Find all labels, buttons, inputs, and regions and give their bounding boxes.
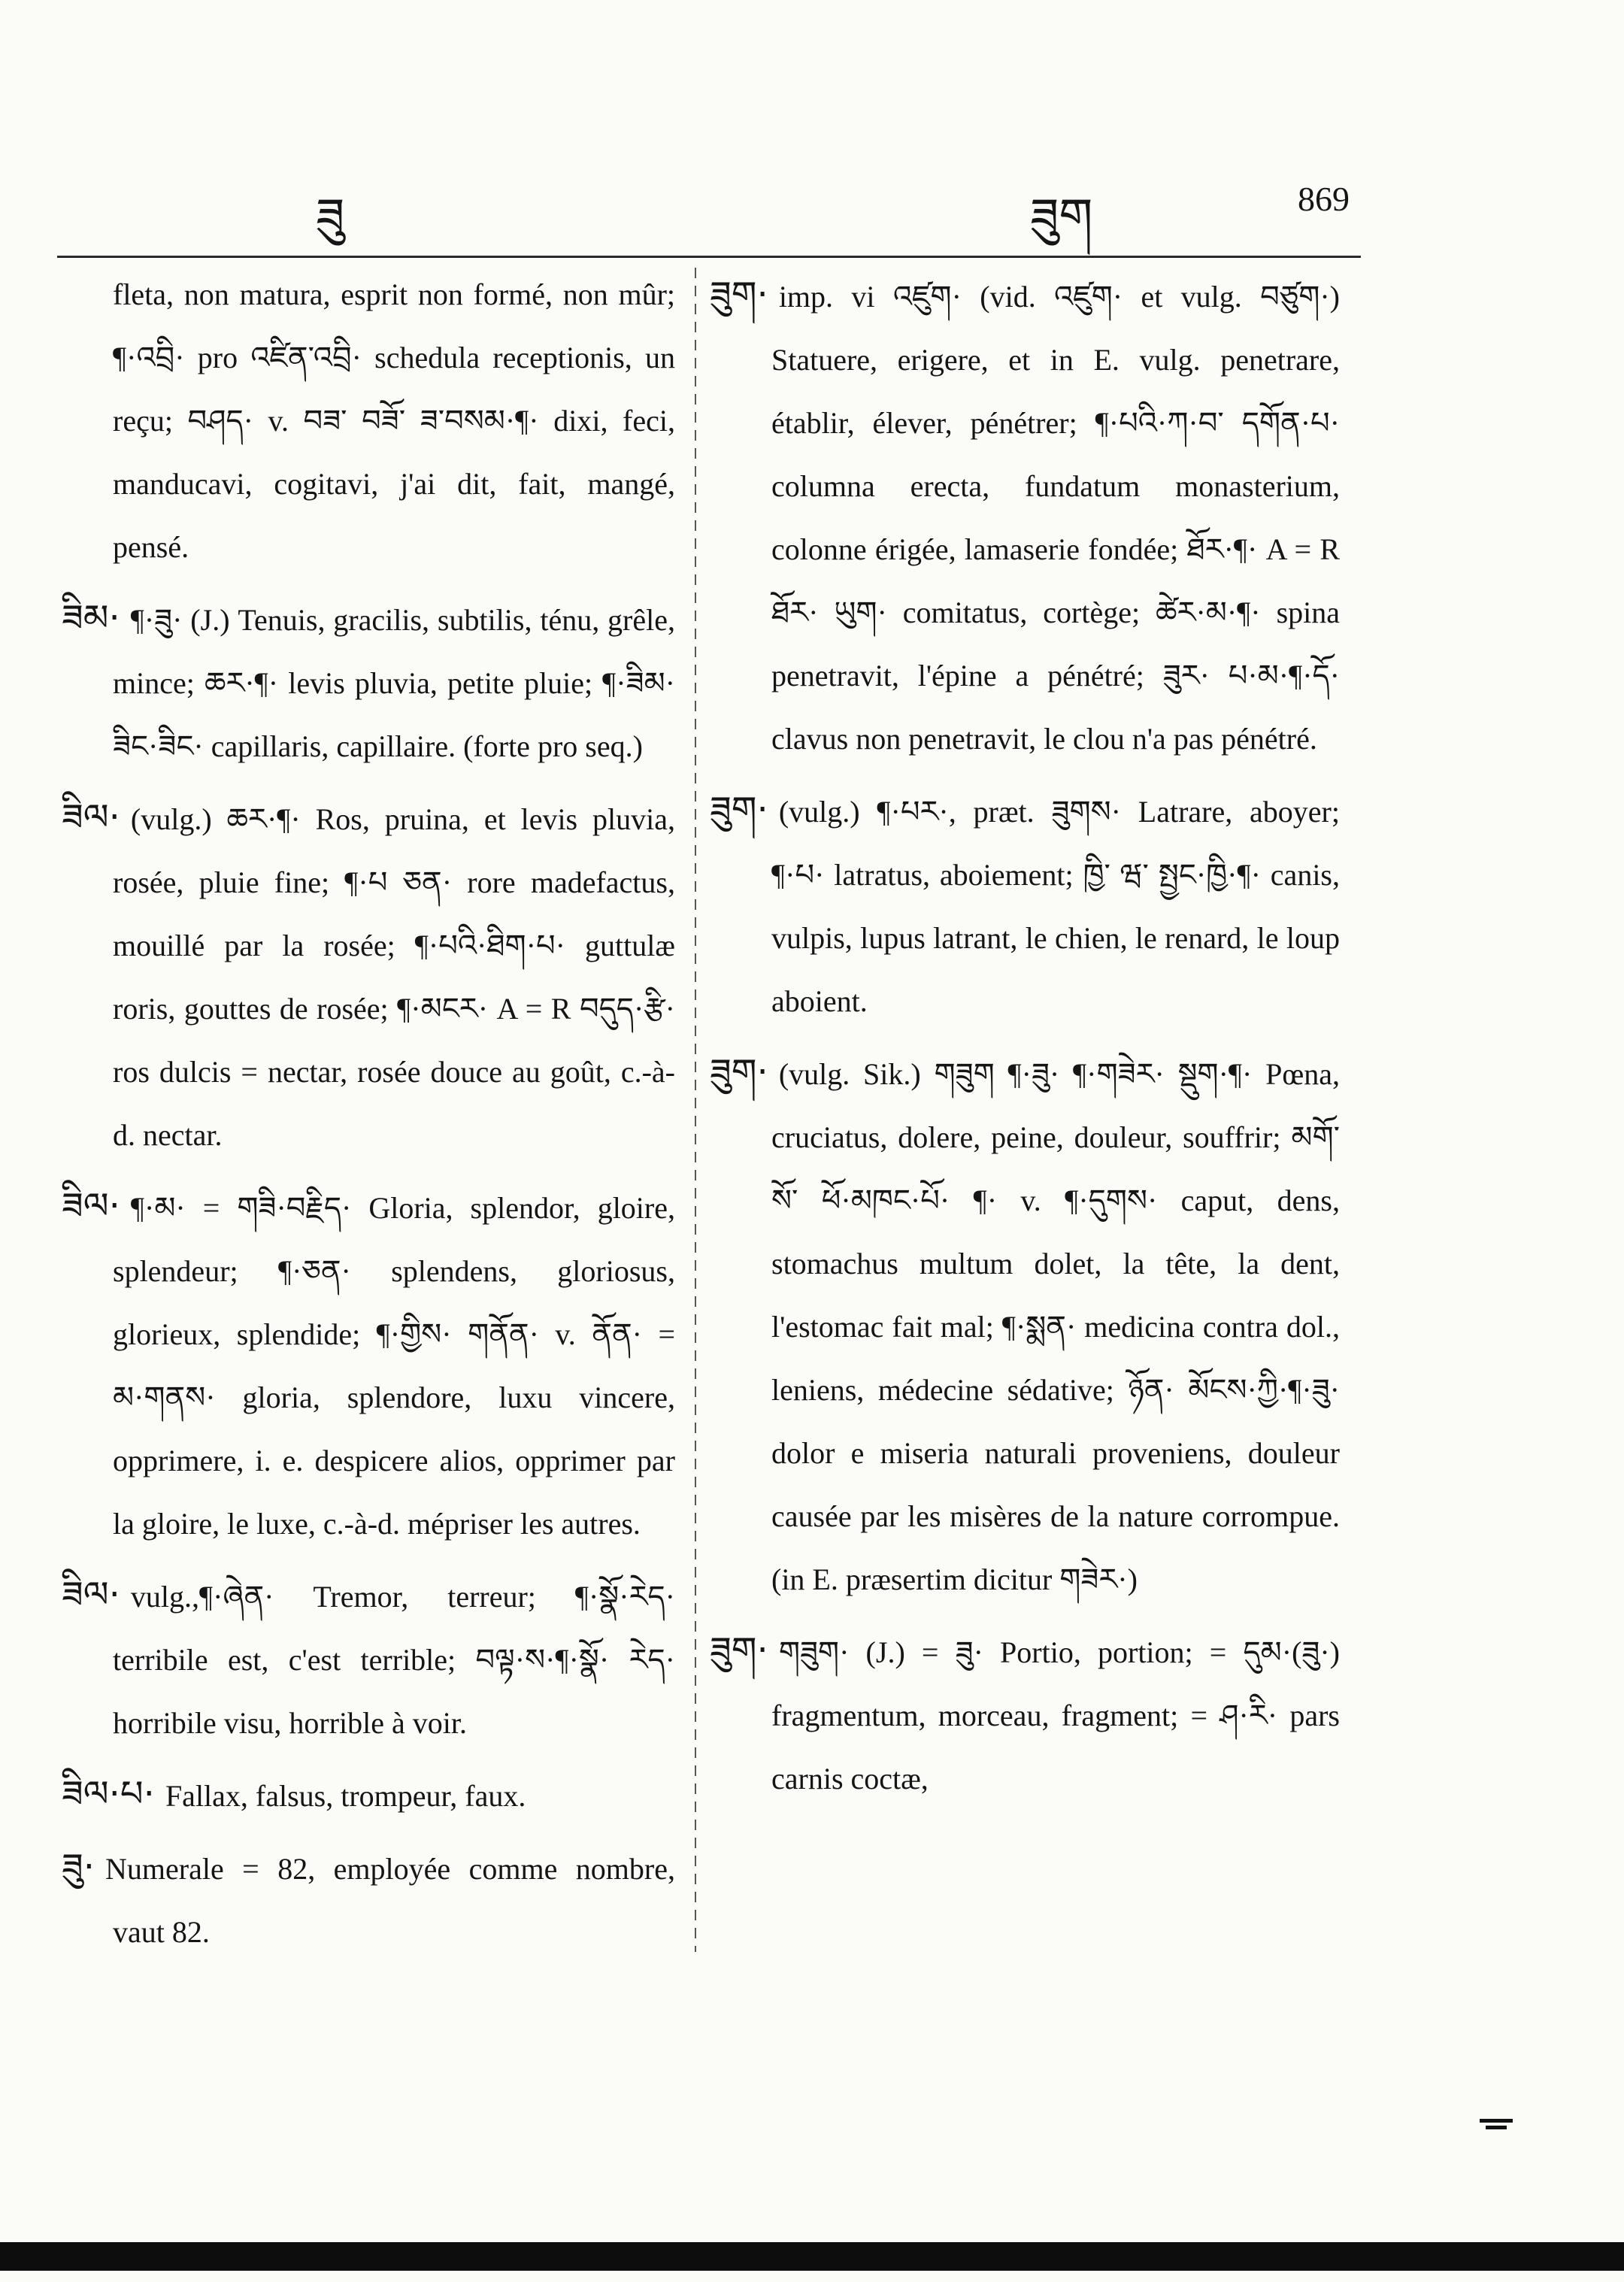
entry-text: ¶·ཟུ· (J.) Tenuis, gracilis, subtilis, ténu, grêle, mince; ཆར·¶· levis pluvia, petite pluie; ¶·ཟིམ· ཟིང·ཟིང· capillaris, capillaire. (forte pro seq.): [113, 603, 675, 763]
entry-text: (vulg. Sik.) གཟུག ¶·ཟུ· ¶·གཟེར· སྡུག·¶· Pœna, cruciatus, dolere, peine, douleur, souffrir; མགོ་ སོ་ ཕོ·མཁང·པོ· ¶· v. ¶·དུགས· caput, dens, stomachus multum dolet, la tête, la dent, l'estomac fait mal; ¶·སྨན· medicina contra dol., leniens, médecine sédative; ཉོན· མོངས·ཀྱི·¶·ཟུ· dolor e miseria naturali proveniens, douleur causée par les misères de la nature corrompue. (in E. præsertim dicitur གཟེར·): [771, 1057, 1340, 1596]
page-number: 869: [1298, 180, 1350, 218]
dictionary-entry: [710, 1041, 1340, 1611]
header-rule: [57, 256, 1361, 258]
printer-mark: [1480, 2119, 1513, 2131]
entry-text: fleta, non matura, esprit non formé, non mûr; ¶·འབྲི· pro འཛིན་འབྲི· schedula receptionis, un reçu; བཤད· v. བཟ་ བཟོ་ ཟ་བསམ·¶· dixi, feci, manducavi, cogitavi, j'ai dit, fait, mangé, pensé.: [113, 277, 675, 564]
scan-border: [0, 2242, 1624, 2271]
entry-text: གཟུག· (J.) = ཟུ· Portio, portion; = དུམ·(ཟུ·) fragmentum, morceau, fragment; = ཤ·རི· pars carnis coctæ,: [771, 1635, 1340, 1796]
entry-headword: ཟུ·: [62, 1846, 95, 1888]
entry-headword: ཟུག·: [710, 1629, 768, 1671]
entry-headword: ཟིལ·: [62, 1185, 120, 1227]
dictionary-entry: [51, 786, 675, 1167]
entry-text: (vulg.) ¶·པར·, præt. ཟུགས· Latrare, aboyer; ¶·པ· latratus, aboiement; ཁྱི་ ཝ་ སྤྱང·ཁྱི·¶· canis, vulpis, lupus latrant, le chien, le renard, le loup aboient.: [771, 795, 1340, 1018]
dictionary-entry: [51, 586, 675, 778]
entry-text: vulg.,¶·ཞེན· Tremor, terreur; ¶·སྣོ·རེད· terribile est, c'est terrible; བལྟ·ས·¶·སྣོ· རེད· horribile visu, horrible à voir.: [113, 1580, 675, 1740]
dictionary-entry: [51, 1563, 675, 1755]
entry-text: ¶·མ· = གཟི·བརྗིད· Gloria, splendor, gloire, splendeur; ¶·ཅན· splendens, gloriosus, glorieux, splendide; ¶·གྱིས· གནོན· v. ནོན· = མ·གནས· gloria, splendore, luxu vincere, opprimere, i. e. despicere alios, opprimer par la gloire, le luxe, c.-à-d. mépriser les autres.: [113, 1191, 675, 1541]
entry-text: imp. vi འཛུག· (vid. འཛུག· et vulg. བཙུག·) Statuere, erigere, et in E. vulg. penetrare, établir, élever, pénétrer; ¶·པའི·ཀ·བ་ དགོན·པ· columna erecta, fundatum monasterium, colonne érigée, lamaserie fondée; ཐོར·¶· A = R ཐོར· ཡུག· comitatus, cortège; ཚེར·མ·¶· spina penetravit, l'épine a pénétré; ཟུར· པ·མ·¶·དོ· clavus non penetravit, le clou n'a pas pénétré.: [771, 280, 1340, 756]
left-column: [51, 263, 675, 1964]
dictionary-entry: [710, 1619, 1340, 1811]
dictionary-entry: [51, 1762, 675, 1828]
entry-headword: ཟུག·: [710, 789, 768, 831]
page-header: [0, 162, 1624, 243]
left-headword: ཟུ: [316, 189, 345, 243]
entry-text: Fallax, falsus, trompeur, faux.: [165, 1779, 526, 1813]
dictionary-entry: [51, 1174, 675, 1556]
entry-text: Numerale = 82, employée comme nombre, vaut 82.: [105, 1852, 675, 1949]
right-column: [710, 263, 1340, 1811]
entry-headword: ཟིལ·པ·: [62, 1773, 155, 1815]
dictionary-entry: [710, 778, 1340, 1033]
dictionary-entry: [51, 263, 675, 579]
entry-headword: ཟུག·: [710, 1051, 768, 1093]
entry-headword: ཟིལ·: [62, 796, 120, 838]
entry-headword: ཟིལ·: [62, 1574, 120, 1616]
dictionary-entry: [51, 1835, 675, 1964]
entry-headword: ཟུག·: [710, 274, 768, 316]
center-headword: ཟུག: [1030, 189, 1093, 243]
entry-headword: ཟིམ·: [62, 597, 120, 639]
dictionary-entry: [710, 263, 1340, 771]
entry-text: (vulg.) ཆར·¶· Ros, pruina, et levis pluvia, rosée, pluie fine; ¶·པ ཅན· rore madefactus, mouillé par la rosée; ¶·པའི·ཐིག·པ· guttulæ roris, gouttes de rosée; ¶·མངར· A = R བདུད·རྩི· ros dulcis = nectar, rosée douce au goût, c.-à-d. nectar.: [113, 802, 675, 1152]
column-divider: [695, 268, 696, 1952]
